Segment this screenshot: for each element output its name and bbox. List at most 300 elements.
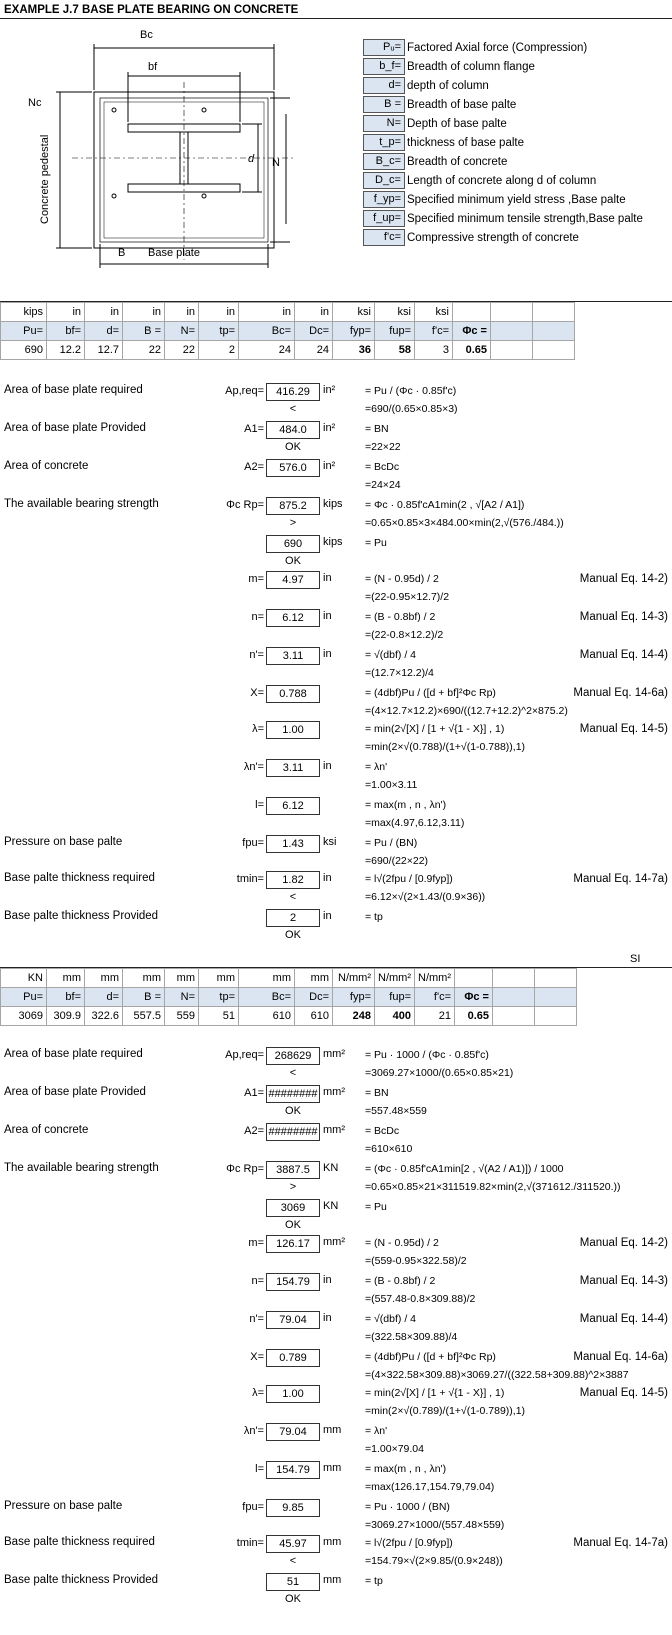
calc-symbol: Φc Rp=: [226, 499, 264, 511]
legend-symbol: b_f=: [363, 58, 405, 75]
legend-row: [363, 95, 643, 114]
comparison-mark: <: [289, 891, 297, 903]
calc-label: Area of base plate Provided: [4, 1086, 146, 1098]
comparison-mark: <: [289, 403, 297, 415]
calc-symbol: n=: [251, 1275, 264, 1287]
comparison-mark: >: [289, 1181, 297, 1193]
table-cell: Dc=: [295, 988, 333, 1007]
legend-row: [363, 114, 643, 133]
calc-formula: = Pu: [365, 1201, 387, 1213]
calc-substitution: =0.65×0.85×3×484.00×min(2,√(576./484.)): [365, 517, 564, 529]
table-cell: 24: [295, 341, 333, 360]
table-cell: Pu=: [1, 322, 47, 341]
calc-formula: = BcDc: [365, 1125, 400, 1137]
dim-n: N: [272, 157, 280, 169]
calc-value-box: 416.29: [266, 383, 320, 401]
dim-bf: bf: [148, 61, 158, 73]
calc-unit: KN: [323, 1200, 339, 1212]
legend-row: [363, 171, 643, 190]
calc-unit: ksi: [323, 836, 337, 848]
base-plate-label: Base plate: [148, 247, 200, 259]
us-input-table: [0, 302, 575, 360]
table-cell: Bc=: [239, 988, 295, 1007]
calc-substitution: =1.00×79.04: [365, 1443, 424, 1455]
table-cell: N/mm²: [375, 969, 415, 988]
table-cell: in: [165, 303, 199, 322]
calc-formula: = (N - 0.95d) / 2: [365, 573, 439, 585]
calc-label: Area of base plate Provided: [4, 422, 146, 434]
calc-symbol: Φc Rp=: [226, 1163, 264, 1175]
comparison-mark: <: [289, 1067, 297, 1079]
calc-formula: = (B - 0.8bf) / 2: [365, 611, 436, 623]
table-cell: [533, 303, 575, 322]
equation-reference: Manual Eq. 14-3): [579, 611, 668, 623]
table-cell: 557.5: [123, 1007, 165, 1026]
table-cell: B =: [123, 988, 165, 1007]
table-cell: in: [199, 303, 239, 322]
table-cell: Φc =: [453, 322, 491, 341]
calc-formula: = λn': [365, 761, 388, 773]
table-cell: fup=: [375, 988, 415, 1007]
legend-text: depth of column: [407, 79, 489, 92]
calc-value-box: 154.79: [266, 1273, 320, 1291]
table-cell: 3: [415, 341, 453, 360]
calc-formula: = max(m , n , λn'): [365, 1463, 447, 1475]
table-cell: f'c=: [415, 988, 455, 1007]
calc-unit: mm: [323, 1424, 342, 1436]
table-cell: 0.65: [455, 1007, 493, 1026]
comparison-mark: <: [289, 1555, 297, 1567]
calc-formula: = (4dbf)Pu / ([d + bf]²Φc Rp): [365, 687, 496, 699]
calc-formula: = Pu / (Φc · 0.85f'c): [365, 385, 457, 397]
calc-formula: = (Φc · 0.85f'cA1min[2 , √(A2 / A1)]) / 1000: [365, 1163, 564, 1175]
calc-symbol: A1=: [244, 423, 264, 435]
table-cell: tp=: [199, 322, 239, 341]
calc-formula: = l√(2fpu / [0.9fyp]): [365, 1537, 453, 1549]
table-row: [1, 322, 575, 341]
table-cell: [491, 322, 533, 341]
calc-label: The available bearing strength: [4, 498, 159, 510]
calc-formula: = tp: [365, 1575, 383, 1587]
calc-label: Base palte thickness Provided: [4, 910, 159, 922]
equation-reference: Manual Eq. 14-7a): [573, 873, 668, 885]
table-cell: 3069: [1, 1007, 47, 1026]
legend-row: [363, 76, 643, 95]
calc-symbol: λn'=: [243, 1425, 264, 1437]
table-cell: fup=: [375, 322, 415, 341]
calc-value-box: 6.12: [266, 797, 320, 815]
calc-value-box: 3.11: [266, 647, 320, 665]
calc-unit: in²: [323, 422, 336, 434]
calc-value-box: 4.97: [266, 571, 320, 589]
legend-text: thickness of base palte: [407, 136, 524, 149]
calc-label: Base palte thickness required: [4, 872, 155, 884]
legend-text: Specified minimum tensile strength,Base palte: [407, 212, 643, 225]
legend-row: [363, 209, 643, 228]
legend-text: Compressive strength of concrete: [407, 231, 579, 244]
table-cell: [493, 988, 535, 1007]
calc-unit: mm²: [323, 1236, 345, 1248]
legend-text: Specified minimum yield stress ,Base palte: [407, 193, 626, 206]
comparison-mark: OK: [285, 555, 301, 567]
legend-text: Breadth of concrete: [407, 155, 508, 168]
calc-value-box: 6.12: [266, 609, 320, 627]
legend: [363, 38, 643, 247]
calc-value-box: 690: [266, 535, 320, 553]
page-title: EXAMPLE J.7 BASE PLATE BEARING ON CONCRETE: [4, 4, 299, 16]
comparison-mark: OK: [285, 441, 301, 453]
calc-formula: = BcDc: [365, 461, 400, 473]
calc-unit: mm²: [323, 1086, 345, 1098]
table-cell: 12.7: [85, 341, 123, 360]
table-cell: 0.65: [453, 341, 491, 360]
calc-substitution: =(322.58×309.88)/4: [365, 1331, 458, 1343]
calc-symbol: fpu=: [242, 1501, 264, 1513]
legend-text: Breadth of column flange: [407, 60, 535, 73]
calc-value-box: 1.82: [266, 871, 320, 889]
table-cell: mm: [47, 969, 85, 988]
legend-row: [363, 190, 643, 209]
legend-symbol: f_yp=: [363, 191, 405, 208]
table-cell: 400: [375, 1007, 415, 1026]
calc-substitution: =(22-0.95×12.7)/2: [365, 591, 450, 603]
calc-symbol: λn'=: [243, 761, 264, 773]
calc-label: Base palte thickness required: [4, 1536, 155, 1548]
calc-label: The available bearing strength: [4, 1162, 159, 1174]
calc-label: Area of concrete: [4, 1124, 89, 1136]
table-cell: [533, 341, 575, 360]
equation-reference: Manual Eq. 14-6a): [573, 687, 668, 699]
table-cell: 322.6: [85, 1007, 123, 1026]
equation-reference: Manual Eq. 14-2): [579, 1237, 668, 1249]
calc-value-box: 268629: [266, 1047, 320, 1065]
table-cell: [493, 1007, 535, 1026]
calc-unit: in: [323, 1274, 332, 1286]
title-underline: [0, 18, 672, 19]
table-cell: fyp=: [333, 988, 375, 1007]
calc-symbol: n'=: [249, 1313, 264, 1325]
calc-formula: = min(2√[X] / [1 + √{1 - X}] , 1): [365, 723, 505, 735]
calc-unit: in: [323, 760, 332, 772]
calc-value-box: 576.0: [266, 459, 320, 477]
calc-unit: in²: [323, 460, 336, 472]
calc-unit: in²: [323, 384, 336, 396]
calc-value-box: ########: [266, 1123, 320, 1141]
calc-symbol: tmin=: [236, 873, 264, 885]
table-cell: tp=: [199, 988, 239, 1007]
table-cell: Φc =: [455, 988, 493, 1007]
table-cell: mm: [165, 969, 199, 988]
table-cell: Bc=: [239, 322, 295, 341]
table-cell: bf=: [47, 322, 85, 341]
calc-formula: = tp: [365, 911, 383, 923]
table-cell: 22: [165, 341, 199, 360]
table-cell: mm: [199, 969, 239, 988]
calc-formula: = min(2√[X] / [1 + √{1 - X}] , 1): [365, 1387, 505, 1399]
calc-label: Area of base plate required: [4, 1048, 143, 1060]
calc-substitution: =557.48×559: [365, 1105, 427, 1117]
table-cell: [493, 969, 535, 988]
calc-formula: = Pu · 1000 / (BN): [365, 1501, 450, 1513]
table-cell: in: [85, 303, 123, 322]
table-cell: d=: [85, 988, 123, 1007]
comparison-mark: OK: [285, 1105, 301, 1117]
legend-text: Length of concrete along d of column: [407, 174, 597, 187]
calc-substitution: =(4×322.58×309.88)×3069.27/((322.58+309.88)^2×3887: [365, 1369, 629, 1381]
calc-substitution: =610×610: [365, 1143, 413, 1155]
table-cell: Dc=: [295, 322, 333, 341]
calc-value-box: 0.788: [266, 685, 320, 703]
si-input-table: [0, 968, 577, 1026]
calc-label: Area of concrete: [4, 460, 89, 472]
calc-formula: = BN: [365, 1087, 389, 1099]
calc-substitution: =154.79×√(2×9.85/(0.9×248)): [365, 1555, 503, 1567]
table-cell: [455, 969, 493, 988]
table-cell: Pu=: [1, 988, 47, 1007]
table-cell: [453, 303, 491, 322]
calc-unit: mm: [323, 1462, 342, 1474]
calc-substitution: =max(4.97,6.12,3.11): [365, 817, 465, 829]
legend-symbol: B_c=: [363, 153, 405, 170]
dim-nc: Nc: [28, 97, 42, 109]
calc-substitution: =max(126.17,154.79,79.04): [365, 1481, 495, 1493]
calc-unit: in: [323, 872, 332, 884]
calc-unit: mm: [323, 1536, 342, 1548]
table-cell: N/mm²: [415, 969, 455, 988]
table-cell: 24: [239, 341, 295, 360]
calc-value-box: 3.11: [266, 759, 320, 777]
table-cell: 610: [239, 1007, 295, 1026]
table-cell: in: [295, 303, 333, 322]
table-cell: N=: [165, 322, 199, 341]
table-cell: kips: [1, 303, 47, 322]
calc-substitution: =690/(0.65×0.85×3): [365, 403, 458, 415]
calc-value-box: 875.2: [266, 497, 320, 515]
calc-symbol: m=: [248, 1237, 264, 1249]
calc-unit: mm: [323, 1574, 342, 1586]
legend-text: Breadth of base palte: [407, 98, 517, 111]
dim-d: d: [248, 153, 255, 165]
equation-reference: Manual Eq. 14-6a): [573, 1351, 668, 1363]
calc-symbol: X=: [250, 1351, 264, 1363]
calc-formula: = λn': [365, 1425, 388, 1437]
calc-value-box: 3069: [266, 1199, 320, 1217]
calc-unit: KN: [323, 1162, 339, 1174]
legend-row: [363, 152, 643, 171]
table-cell: 51: [199, 1007, 239, 1026]
table-cell: [535, 969, 577, 988]
legend-symbol: t_p=: [363, 134, 405, 151]
table-cell: mm: [295, 969, 333, 988]
table-cell: 309.9: [47, 1007, 85, 1026]
equation-reference: Manual Eq. 14-7a): [573, 1537, 668, 1549]
calc-substitution: =1.00×3.11: [365, 779, 418, 791]
calc-value-box: 79.04: [266, 1423, 320, 1441]
legend-row: [363, 38, 643, 57]
calc-symbol: λ=: [252, 1387, 264, 1399]
table-cell: [535, 988, 577, 1007]
table-cell: N=: [165, 988, 199, 1007]
calc-formula: = BN: [365, 423, 389, 435]
table-cell: ksi: [415, 303, 453, 322]
calc-symbol: Ap,req=: [225, 385, 264, 397]
calc-substitution: =3069.27×1000/(0.65×0.85×21): [365, 1067, 514, 1079]
calc-substitution: =(12.7×12.2)/4: [365, 667, 434, 679]
table-cell: fyp=: [333, 322, 375, 341]
calc-symbol: n=: [251, 611, 264, 623]
calc-substitution: =0.65×0.85×21×311519.82×min(2,√(371612./311520.)): [365, 1181, 621, 1193]
table-cell: 12.2: [47, 341, 85, 360]
table-cell: [491, 341, 533, 360]
calc-symbol: X=: [250, 687, 264, 699]
table-cell: [533, 322, 575, 341]
table-row: [1, 341, 575, 360]
calc-value-box: 3887.5: [266, 1161, 320, 1179]
calc-symbol: l=: [255, 799, 264, 811]
calc-value-box: 154.79: [266, 1461, 320, 1479]
calc-label: Base palte thickness Provided: [4, 1574, 159, 1586]
table-cell: N/mm²: [333, 969, 375, 988]
calc-substitution: =(4×12.7×12.2)×690/((12.7+12.2)^2×875.2): [365, 705, 568, 717]
calc-formula: = (B - 0.8bf) / 2: [365, 1275, 436, 1287]
calc-label: Pressure on base palte: [4, 1500, 123, 1512]
calc-substitution: =min(2×√(0.788)/(1+√(1-0.788)),1): [365, 741, 526, 753]
calc-value-box: 2: [266, 909, 320, 927]
calc-formula: = l√(2fpu / [0.9fyp]): [365, 873, 453, 885]
legend-text: Depth of base palte: [407, 117, 507, 130]
equation-reference: Manual Eq. 14-4): [579, 1313, 668, 1325]
table-cell: 21: [415, 1007, 455, 1026]
calc-symbol: λ=: [252, 723, 264, 735]
calc-unit: in: [323, 1312, 332, 1324]
calc-value-box: 51: [266, 1573, 320, 1591]
table-cell: mm: [123, 969, 165, 988]
calc-value-box: 1.43: [266, 835, 320, 853]
calc-symbol: tmin=: [236, 1537, 264, 1549]
equation-reference: Manual Eq. 14-5): [579, 723, 668, 735]
calc-substitution: =(557.48-0.8×309.88)/2: [365, 1293, 476, 1305]
calc-substitution: =690/(22×22): [365, 855, 429, 867]
calc-symbol: Ap,req=: [225, 1049, 264, 1061]
table-cell: in: [123, 303, 165, 322]
calc-unit: mm²: [323, 1124, 345, 1136]
calc-formula: = Φc · 0.85f'cA1min(2 , √[A2 / A1]): [365, 499, 525, 511]
pedestal-label: Concrete pedestal: [39, 134, 51, 224]
table-cell: d=: [85, 322, 123, 341]
table-cell: ksi: [375, 303, 415, 322]
legend-symbol: N=: [363, 115, 405, 132]
calc-value-box: 484.0: [266, 421, 320, 439]
calc-unit: in: [323, 610, 332, 622]
si-tag: SI: [630, 953, 641, 965]
equation-reference: Manual Eq. 14-5): [579, 1387, 668, 1399]
calc-substitution: =24×24: [365, 479, 401, 491]
table-cell: 690: [1, 341, 47, 360]
calc-substitution: =(22-0.8×12.2)/2: [365, 629, 444, 641]
calc-value-box: 9.85: [266, 1499, 320, 1517]
calc-formula: = Pu: [365, 537, 387, 549]
calc-formula: = (N - 0.95d) / 2: [365, 1237, 439, 1249]
calc-substitution: =(559-0.95×322.58)/2: [365, 1255, 467, 1267]
table-row: [1, 988, 577, 1007]
table-cell: mm: [85, 969, 123, 988]
legend-symbol: f'c=: [363, 229, 405, 246]
calc-label: Pressure on base palte: [4, 836, 123, 848]
legend-row: [363, 57, 643, 76]
legend-symbol: D_c=: [363, 172, 405, 189]
calc-symbol: A1=: [244, 1087, 264, 1099]
calc-substitution: =3069.27×1000/(557.48×559): [365, 1519, 505, 1531]
table-cell: mm: [239, 969, 295, 988]
calc-value-box: ########: [266, 1085, 320, 1103]
calc-formula: = (4dbf)Pu / ([d + bf]²Φc Rp): [365, 1351, 496, 1363]
calc-formula: = Pu · 1000 / (Φc · 0.85f'c): [365, 1049, 489, 1061]
calc-substitution: =22×22: [365, 441, 401, 453]
legend-row: [363, 133, 643, 152]
table-cell: [491, 303, 533, 322]
legend-symbol: B =: [363, 96, 405, 113]
calc-unit: in: [323, 648, 332, 660]
calc-value-box: 1.00: [266, 1385, 320, 1403]
calc-formula: = Pu / (BN): [365, 837, 418, 849]
table-cell: in: [47, 303, 85, 322]
table-cell: 610: [295, 1007, 333, 1026]
calc-value-box: 45.97: [266, 1535, 320, 1553]
calc-unit: kips: [323, 536, 343, 548]
calc-substitution: =min(2×√(0.789)/(1+√(1-0.789)),1): [365, 1405, 526, 1417]
legend-text: Factored Axial force (Compression): [407, 41, 588, 54]
comparison-mark: OK: [285, 1593, 301, 1605]
equation-reference: Manual Eq. 14-4): [579, 649, 668, 661]
calc-unit: in: [323, 572, 332, 584]
calc-value-box: 1.00: [266, 721, 320, 739]
legend-symbol: f_up=: [363, 210, 405, 227]
calc-unit: kips: [323, 498, 343, 510]
calc-symbol: l=: [255, 1463, 264, 1475]
dim-bc: Bc: [140, 29, 153, 41]
calc-symbol: A2=: [244, 461, 264, 473]
table-cell: 58: [375, 341, 415, 360]
calc-value-box: 126.17: [266, 1235, 320, 1253]
calc-label: Area of base plate required: [4, 384, 143, 396]
table-cell: [535, 1007, 577, 1026]
equation-reference: Manual Eq. 14-3): [579, 1275, 668, 1287]
calc-value-box: 0.789: [266, 1349, 320, 1367]
calc-symbol: m=: [248, 573, 264, 585]
table-cell: ksi: [333, 303, 375, 322]
table-cell: 248: [333, 1007, 375, 1026]
legend-symbol: Pᵤ=: [363, 39, 405, 56]
comparison-mark: >: [289, 517, 297, 529]
calc-unit: in: [323, 910, 332, 922]
calc-substitution: =6.12×√(2×1.43/(0.9×36)): [365, 891, 486, 903]
equation-reference: Manual Eq. 14-2): [579, 573, 668, 585]
table-row: [1, 303, 575, 322]
table-row: [1, 1007, 577, 1026]
table-cell: 36: [333, 341, 375, 360]
calc-unit: mm²: [323, 1048, 345, 1060]
table-cell: 2: [199, 341, 239, 360]
table-cell: KN: [1, 969, 47, 988]
comparison-mark: OK: [285, 1219, 301, 1231]
dim-b: B: [118, 247, 126, 259]
table-cell: bf=: [47, 988, 85, 1007]
table-row: [1, 969, 577, 988]
base-plate-diagram: [0, 24, 320, 274]
calc-symbol: fpu=: [242, 837, 264, 849]
calc-formula: = max(m , n , λn'): [365, 799, 447, 811]
table-cell: B =: [123, 322, 165, 341]
